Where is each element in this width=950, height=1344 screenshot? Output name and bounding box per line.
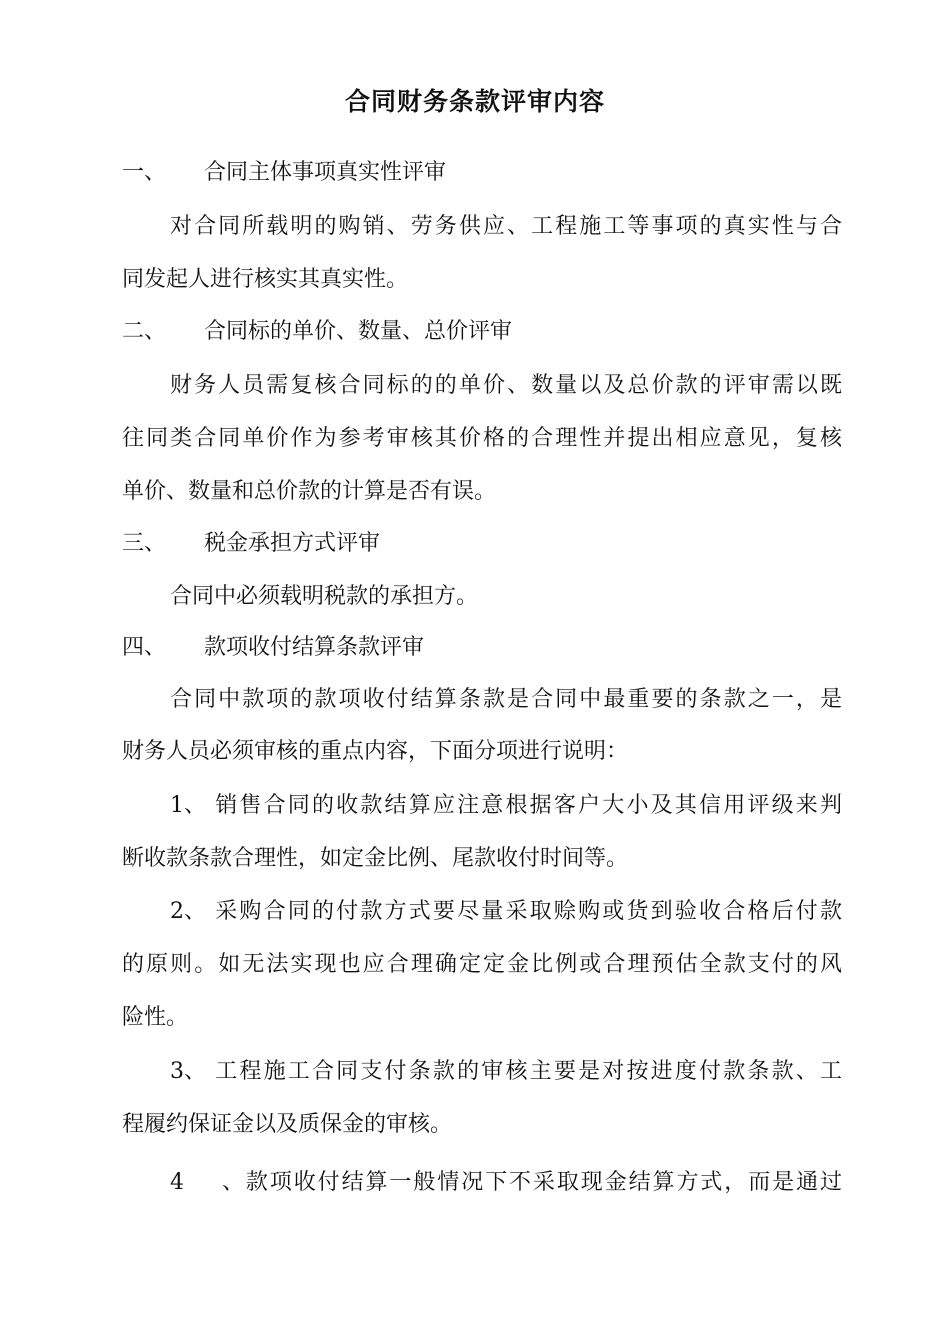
document-title: 合同财务条款评审内容: [344, 87, 605, 116]
section-heading-text: 合同主体事项真实性评审: [204, 160, 447, 185]
list-item-number: 3、: [170, 1059, 206, 1084]
paragraph-line: 单价、数量和总价款的计算是否有误。: [122, 479, 497, 504]
section-heading-text: 合同标的单价、数量、总价评审: [204, 319, 513, 344]
list-item-line: 断收款条款合理性，如定金比例、尾款收付时间等。: [122, 846, 629, 871]
paragraph-line: 同发起人进行核实其真实性。: [122, 267, 409, 292]
section-number: 四、: [122, 635, 167, 660]
list-item-text: 工程施工合同支付条款的审核主要是对按进度付款条款、工: [215, 1059, 842, 1084]
section-heading: [122, 633, 842, 663]
list-item-number: 2、: [170, 899, 206, 924]
paragraph-line: 对合同所载明的购销、劳务供应、工程施工等事项的真实性与合: [170, 214, 842, 239]
list-item-first-line: [170, 897, 842, 927]
list-item-first-line: [170, 1057, 842, 1087]
list-item-number: 4、: [170, 1170, 244, 1195]
paragraph-line: 财务人员必须审核的重点内容，下面分项进行说明：: [122, 739, 629, 764]
section-heading-text: 款项收付结算条款评审: [204, 635, 425, 660]
list-item-first-line: [170, 791, 842, 821]
list-item-line: 险性。: [122, 1005, 189, 1030]
list-item-text: 采购合同的付款方式要尽量采取赊购或货到验收合格后付款: [215, 899, 842, 924]
section-heading: [122, 317, 842, 347]
section-heading-text: 税金承担方式评审: [204, 531, 381, 556]
section-heading: [122, 529, 842, 559]
list-item-text: 款项收付结算一般情况下不采取现金结算方式，而是通过: [244, 1170, 842, 1195]
list-item-line: 程履约保证金以及质保金的审核。: [122, 1112, 453, 1137]
paragraph-line: 合同中款项的款项收付结算条款是合同中最重要的条款之一，是: [170, 687, 842, 712]
list-item-text: 销售合同的收款结算应注意根据客户大小及其信用评级来判: [215, 793, 842, 818]
section-number: 二、: [122, 319, 167, 344]
section-heading: [122, 158, 842, 188]
paragraph-line: 往同类合同单价作为参考审核其价格的合理性并提出相应意见，复核: [122, 426, 842, 451]
list-item-first-line: [170, 1168, 842, 1198]
section-number: 三、: [122, 531, 167, 556]
list-item-line: 的原则。如无法实现也应合理确定定金比例或合理预估全款支付的风: [122, 952, 842, 977]
section-number: 一、: [122, 160, 167, 185]
list-item-number: 1、: [170, 793, 206, 818]
paragraph-line: 财务人员需复核合同标的的单价、数量以及总价款的评审需以既: [170, 373, 842, 398]
paragraph-line: 合同中必须载明税款的承担方。: [170, 584, 479, 609]
